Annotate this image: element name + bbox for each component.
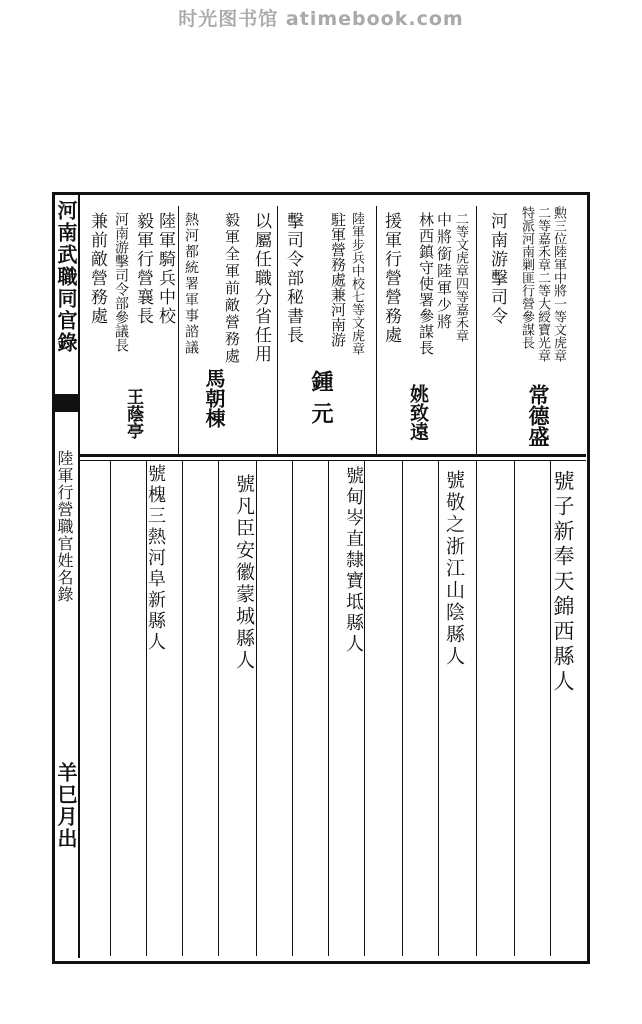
official-post: 河南游擊司令 (487, 212, 507, 326)
margin-page: 羊巳月出 (54, 762, 78, 850)
fishtail-mark (55, 394, 78, 412)
lower-divider (110, 460, 111, 956)
upper-divider (476, 206, 477, 454)
origin-entry: 號凡臣安徽蒙城縣人 (233, 474, 255, 672)
lower-divider (292, 460, 293, 956)
official-post: 以屬任職分省任用 (251, 212, 271, 364)
origin-entry: 號敬之浙江山陰縣人 (443, 470, 465, 668)
upper-divider (376, 206, 377, 454)
lower-divider (328, 460, 329, 956)
official-post: 陸軍騎兵中校 (155, 212, 175, 326)
official-rank: 勲三位陸軍中將一等文虎章 (551, 206, 566, 362)
official-rank: 特派河南剿匪行營參謀長 (519, 206, 534, 349)
official-post: 毅軍行營襄長 (133, 212, 153, 326)
official-post: 援軍行營營務處 (381, 212, 401, 345)
register-divider (80, 454, 586, 457)
upper-divider (277, 206, 278, 454)
lower-divider (476, 460, 477, 956)
register-divider-thin (80, 460, 586, 461)
official-rank: 駐軍營務處兼河南游 (329, 212, 347, 347)
official-name: 鍾元 (308, 370, 334, 434)
origin-entry: 號子新奉天錦西縣人 (551, 470, 575, 695)
lower-divider (514, 460, 515, 956)
official-post: 毅軍全軍前敵營務處 (223, 212, 241, 365)
upper-divider (178, 206, 179, 454)
official-rank: 林西鎮守使署參謀長 (417, 212, 435, 356)
official-name: 姚致遠 (407, 384, 429, 441)
official-post: 河南游擊司令部參議長 (113, 212, 129, 352)
official-post: 擊司令部秘書長 (283, 212, 303, 345)
lower-divider (256, 460, 257, 956)
official-rank: 陸軍步兵中校七等文虎章 (349, 212, 364, 355)
margin-title: 河南武職同官錄 (54, 200, 78, 354)
lower-divider (438, 460, 439, 956)
official-rank: 二等嘉禾章二等大綬寶光章 (535, 206, 550, 362)
lower-divider (402, 460, 403, 956)
lower-divider (182, 460, 183, 956)
official-name: 常德盛 (526, 384, 551, 447)
watermark: 时光图书馆 atimebook.com (178, 8, 464, 30)
origin-entry: 號甸岑直隸寶坻縣人 (343, 466, 364, 655)
lower-divider (364, 460, 365, 956)
lower-divider (218, 460, 219, 956)
official-name: 王蔭亭 (123, 388, 143, 439)
official-rank: 中將銜陸軍少將 (435, 212, 453, 331)
origin-entry: 號槐三熱河阜新縣人 (145, 464, 166, 653)
official-post: 兼前敵營務處 (87, 212, 107, 326)
official-rank: 二等文虎章四等嘉禾章 (453, 212, 468, 342)
official-name: 馬朝棟 (202, 368, 226, 428)
document-page (52, 192, 586, 960)
official-post: 熱河都統署軍事諮議 (183, 212, 199, 356)
margin-section: 陸軍行營職官姓名錄 (55, 450, 74, 603)
margin-divider (78, 192, 80, 958)
